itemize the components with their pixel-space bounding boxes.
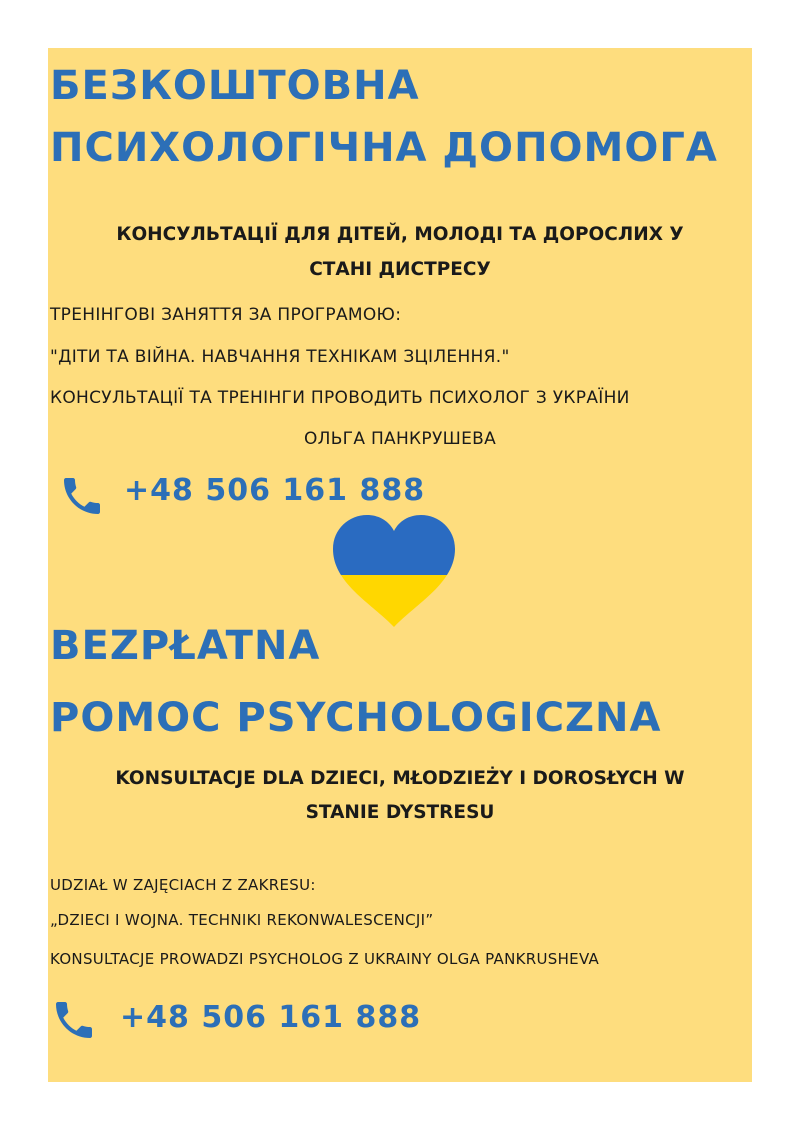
ukraine-heart-icon — [331, 515, 457, 627]
ua-title-line2: ПСИХОЛОГІЧНА ДОПОМОГА — [50, 125, 718, 171]
ua-phone-number[interactable]: +48 506 161 888 — [124, 473, 426, 508]
ua-conducted-by: КОНСУЛЬТАЦІЇ ТА ТРЕНІНГИ ПРОВОДИТЬ ПСИХОЛОГ З УКРАЇНИ — [50, 388, 630, 408]
phone-icon — [50, 996, 98, 1044]
pl-title-line1: BEZPŁATNA — [50, 623, 321, 669]
ua-subtitle-line2: СТАНІ ДИСТРЕСУ — [309, 259, 491, 280]
pl-training-program: „DZIECI I WOJNA. TECHNIKI REKONWALESCENCJI” — [50, 911, 434, 929]
pl-conducted-by: KONSULTACJE PROWADZI PSYCHOLOG Z UKRAINY OLGA PANKRUSHEVA — [50, 950, 600, 968]
ua-training-label: ТРЕНІНГОВІ ЗАНЯТТЯ ЗА ПРОГРАМОЮ: — [50, 305, 402, 325]
ua-title-line1: БЕЗКОШТОВНА — [50, 63, 420, 109]
pl-training-label: UDZIAŁ W ZAJĘCIACH Z ZAKRESU: — [50, 876, 316, 894]
phone-icon — [58, 472, 106, 520]
pl-phone-number[interactable]: +48 506 161 888 — [120, 1000, 422, 1035]
poster — [48, 48, 752, 1082]
pl-subtitle-line2: STANIE DYSTRESU — [305, 802, 495, 823]
ua-psychologist-name: ОЛЬГА ПАНКРУШЕВА — [303, 429, 497, 449]
pl-title-line2: POMOC PSYCHOLOGICZNA — [50, 695, 662, 741]
pl-subtitle-line1: KONSULTACJE DLA DZIECI, MŁODZIEŻY I DOROSŁYCH W — [115, 768, 685, 789]
ua-subtitle-line1: КОНСУЛЬТАЦІЇ ДЛЯ ДІТЕЙ, МОЛОДІ ТА ДОРОСЛИХ У — [116, 224, 684, 245]
ua-training-program: "ДІТИ ТА ВІЙНА. НАВЧАННЯ ТЕХНІКАМ ЗЦІЛЕННЯ." — [50, 347, 510, 367]
